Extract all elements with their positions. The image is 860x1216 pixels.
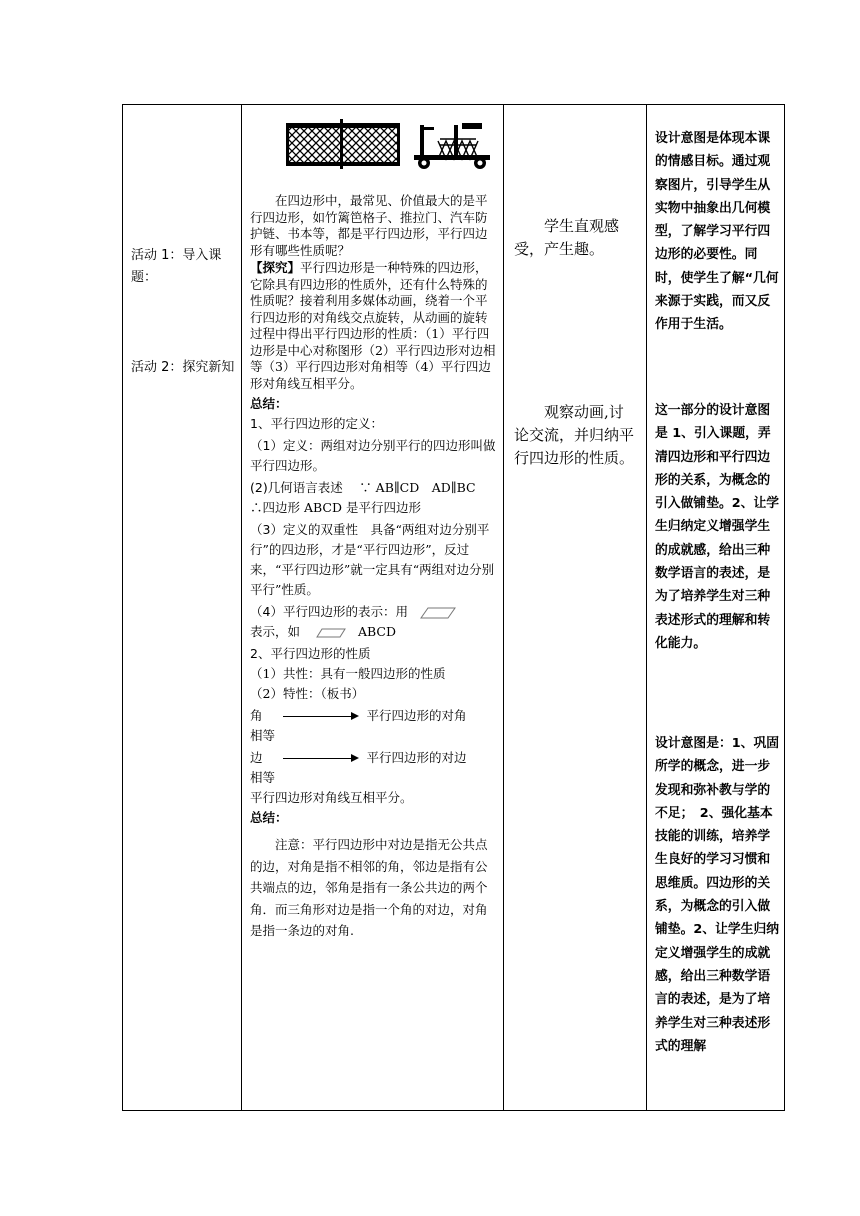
definition-1 [250,436,498,476]
fence-lattice-icon [284,119,402,169]
side-property [250,748,498,768]
folding-gate-icon [414,121,490,171]
property-1 [250,664,498,684]
definition-title: 1、平行四边形的定义： [250,416,383,431]
definition-3-text: 具备“两组对边分别平行”的四边形，才是“平行四边形”，反过来，“平行四边形”就一定具有“两组对边分别平行”性质。 [250,522,495,597]
arrow-right-icon [283,758,353,759]
design-column [647,105,785,1110]
properties-title: 2、平行四边形的性质 [250,646,371,661]
property-2 [250,684,498,704]
diagonal-property: 平行四边形对角线互相平分。 [250,790,413,805]
definition-3 [250,520,498,600]
activity1-label: 活动 1：导入课题： [131,248,222,285]
parallelogram-symbol-icon [420,607,456,619]
property-1-text: 具有一般四边形的性质 [320,666,446,681]
design-intent-2: 这一部分的设计意图是 1、引入课题，弄清四边形和平行四边形的关系，为概念的引入做铺垫。2、让学生归纳定义增强学生的成就感，给出三种数学语言的表述，是为了培养学生对三种表述形式的理解和转化能力。 [655,403,780,651]
side-wrap: 相等 [250,770,276,785]
definition-2-label: (2)几何语言表述 [250,480,343,495]
side-left: 边 [250,750,263,765]
design-intent-1: 设计意图是体现本课的情感目标。通过观察图片，引导学生从实物中抽象出几何模型，了解学习平行四边形的必要性。同时，使学生了解“几何来源于实践，而又反 作用于生活。 [655,131,779,333]
explore-text: 平行四边形是一种特殊的四边形，它除具有四边形的性质外，还有什么特殊的性质呢？接着利用多媒体动画，绕着一个平行四边形的对角线交点旋转，从动画的旋转过程中得出平行四边形的性质：（1）平行四边形是中心对称图形（2）平行四边形对边相等（3）平行四边形对角相等（4）平行四边形对角线互相平分。 [250,260,496,391]
property-1-label: （1）共性： [250,666,321,681]
definition-4 [250,602,498,642]
parallelogram-symbol-icon [316,628,346,638]
property-2-label: （2）特性： [250,686,321,701]
explore-paragraph [250,260,498,392]
summary-heading-2: 总结： [250,810,288,825]
definition-3-label: （3）定义的双重性 [250,522,358,537]
intro-paragraph: 在四边形中，最常见、价值最大的是平行四边形，如竹篱笆格子、推拉门、汽车防护链、书本等，都是平行四边形，平行四边形有哪些性质呢？ [250,193,488,258]
arrow-right-icon [283,716,353,717]
student-column [504,105,646,1110]
note-paragraph: 注意：平行四边形中对边是指无公共点的边，对角是指不相邻的角，邻边是指有公共端点的边，邻角是指有一条公共边的两个角．而三角形对边是指一个角的对边，对角是指一条边的对角. [250,837,488,938]
definition-4-label: （4）平行四边形的表示： [250,604,396,619]
definition-4-text-c: ABCD [357,624,397,639]
definition-4-text-b: 表示，如 [250,624,301,639]
definition-2-text-a: ∵ AB∥CD AD∥BC [359,480,476,495]
property-2-text: （板书） [320,686,365,701]
definition-1-text: 两组对边分别平行的四边形叫做平行四边形。 [250,438,496,473]
side-right: 平行四边形的对边 [366,750,467,765]
definition-1-label: （1）定义： [250,438,321,453]
angle-property [250,706,498,726]
design-intent-3: 设计意图是：1、巩固所学的概念，进一步发现和弥补教与学的不足； 2、强化基本技能的训练，培养学生良好的学习习惯和思维质。四边形的关系，为概念的引入做铺垫。2、让学生归纳定义增强学生的成就感，给出三种数学语言的表述，是为了培养学生对三种表述形式的理解 [655,736,780,1054]
angle-right: 平行四边形的对角 [366,708,467,723]
angle-wrap: 相等 [250,728,276,743]
definition-2 [250,478,498,518]
explore-label: 【探究】 [250,260,301,275]
definition-4-text-a: 用 [395,604,408,619]
student-activity-1: 学生直观感受，产生趣。 [514,217,620,258]
activity2-label: 活动 2：探究新知 [131,360,235,375]
angle-left: 角 [250,708,263,723]
content-column [242,105,503,1110]
activity-column [123,105,241,1110]
student-activity-2: 观察动画,讨论交流，并归纳平行四边形的性质。 [514,403,635,467]
lesson-table [122,104,785,1111]
definition-2-text-b: ∴四边形 ABCD 是平行四边形 [250,500,421,515]
summary-heading: 总结： [250,396,288,411]
